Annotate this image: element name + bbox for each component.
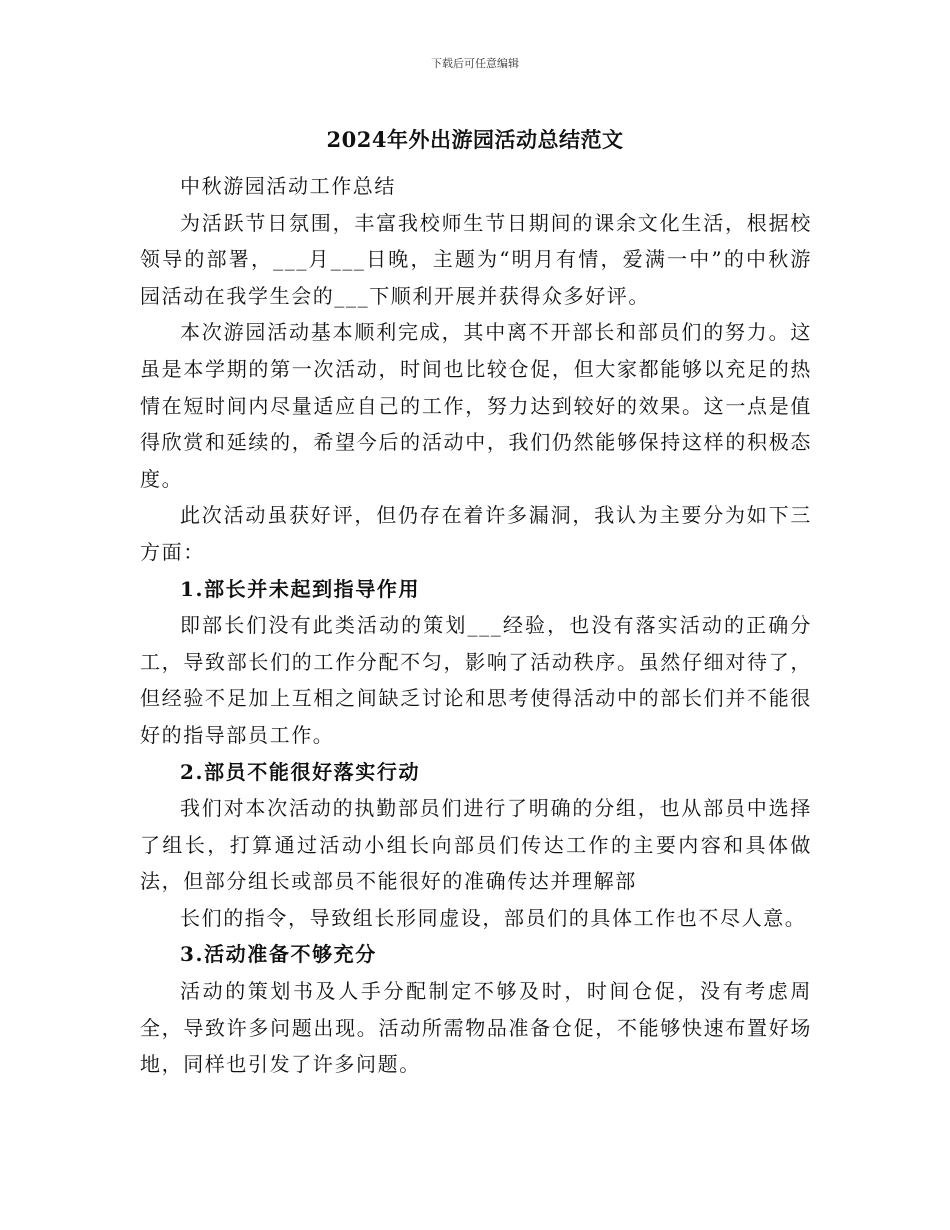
paragraph-issue-3: 活动的策划书及人手分配制定不够及时，时间仓促，没有考虑周全，导致许多问题出现。活动所需物品准备仓促，不能够快速布置好场地，同样也引发了许多问题。 (140, 979, 812, 1077)
document-body (140, 168, 812, 1083)
header-note: 下载后可任意编辑 (431, 57, 519, 70)
paragraph-completion: 本次游园活动基本顺利完成，其中离不开部长和部员们的努力。这虽是本学期的第一次活动，时间也比较仓促，但大家都能够以充足的热情在短时间内尽量适应自己的工作，努力达到较好的效果。这一点是值得欣赏和延续的，希望今后的活动中，我们仍然能够保持这样的积极态度。 (140, 320, 812, 491)
paragraph-issues-intro: 此次活动虽获好评，但仍存在着许多漏洞，我认为主要分为如下三方面： (140, 503, 812, 564)
paragraph-issue-2: 我们对本次活动的执勤部员们进行了明确的分组，也从部员中选择了组长，打算通过活动小组长向部员们传达工作的主要内容和具体做法，但部分组长或部员不能很好的准确传达并理解部 (140, 796, 812, 894)
document-title: 2024年外出游园活动总结范文 (326, 127, 624, 152)
heading-issue-2: 2.部员不能很好落实行动 (180, 759, 421, 784)
paragraph-issue-2-continued: 长们的指令，导致组长形同虚设，部员们的具体工作也不尽人意。 (180, 905, 807, 930)
heading-issue-3: 3.活动准备不够充分 (180, 942, 377, 967)
heading-issue-1: 1.部长并未起到指导作用 (180, 576, 421, 601)
paragraph-issue-1: 即部长们没有此类活动的策划___经验，也没有落实活动的正确分工，导致部长们的工作分配不匀，影响了活动秩序。虽然仔细对待了，但经验不足加上互相之间缺乏讨论和思考使得活动中的部长们并不能很好的指导部员工作。 (140, 613, 812, 747)
paragraph-intro: 为活跃节日氛围，丰富我校师生节日期间的课余文化生活，根据校领导的部署，___月___日晚，主题为“明月有情，爱满一中”的中秋游园活动在我学生会的___下顺利开展并获得众多好评。 (140, 210, 812, 308)
section-subtitle: 中秋游园活动工作总结 (180, 174, 396, 198)
